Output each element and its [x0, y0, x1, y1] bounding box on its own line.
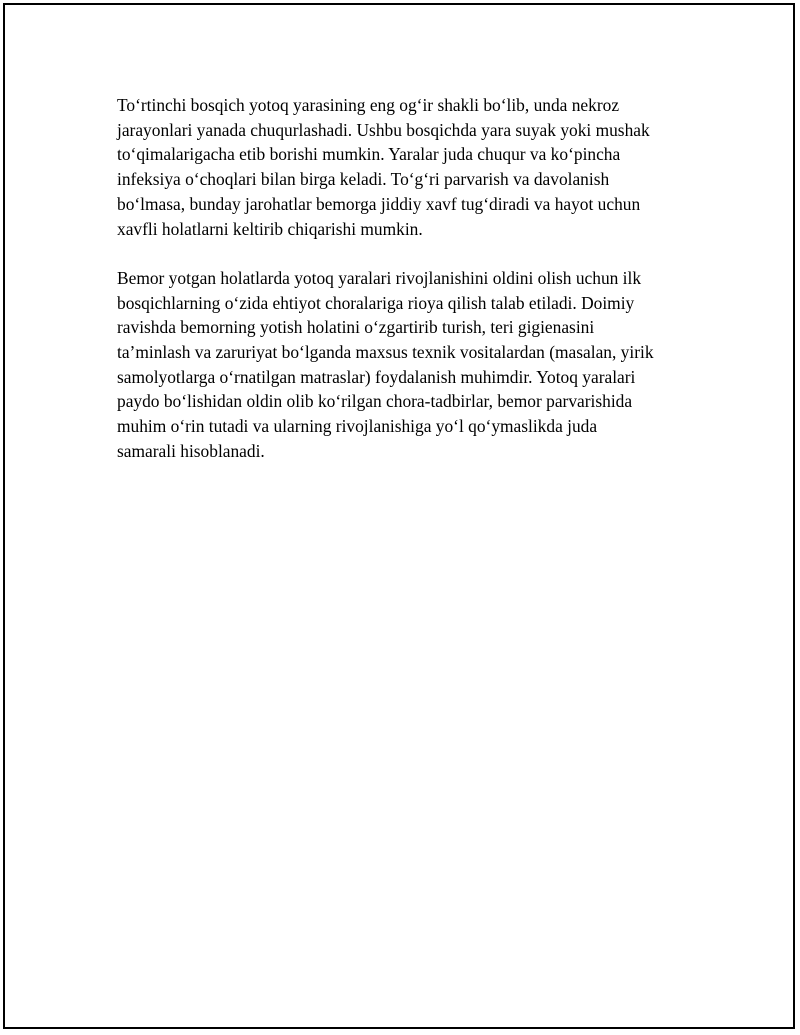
text-line: to‘qimalarigacha etib borishi mumkin. Yaralar juda chuqur va ko‘pincha [117, 144, 621, 165]
text-line: xavfli holatlarni keltirib chiqarishi mumkin. [117, 218, 423, 239]
paragraph-prevention [117, 266, 697, 464]
text-line: infeksiya o‘choqlari bilan birga keladi. To‘g‘ri parvarish va davolanish [117, 169, 610, 190]
paragraph-stage-four [117, 93, 697, 241]
text-line: bosqichlarning o‘zida ehtiyot choralariga rioya qilish talab etiladi. Doimiy [117, 292, 635, 313]
text-line: paydo bo‘lishidan oldin olib ko‘rilgan chora-tadbirlar, bemor parvarishida [117, 391, 633, 412]
text-line: To‘rtinchi bosqich yotoq yarasining eng og‘ir shakli bo‘lib, unda nekroz [117, 95, 620, 115]
text-line: muhim o‘rin tutadi va ularning rivojlanishiga yo‘l qo‘ymaslikda juda [117, 416, 598, 437]
text-line: bo‘lmasa, bunday jarohatlar bemorga jiddiy xavf tug‘diradi va hayot uchun [117, 193, 641, 214]
text-line: samarali hisoblanadi. [117, 440, 265, 461]
text-line: samolyotlarga o‘rnatilgan matraslar) foydalanish muhimdir. Yotoq yaralari [117, 366, 636, 387]
text-line: ravishda bemorning yotish holatini o‘zgartirib turish, teri gigienasini [117, 317, 595, 338]
text-line: ta’minlash va zaruriyat bo‘lganda maxsus texnik vositalardan (masalan, yirik [117, 342, 654, 363]
text-line: jarayonlari yanada chuqurlashadi. Ushbu bosqichda yara suyak yoki mushak [117, 119, 650, 140]
text-line: Bemor yotgan holatlarda yotoq yaralari rivojlanishini oldini olish uchun ilk [117, 267, 642, 288]
document-body [117, 93, 697, 464]
